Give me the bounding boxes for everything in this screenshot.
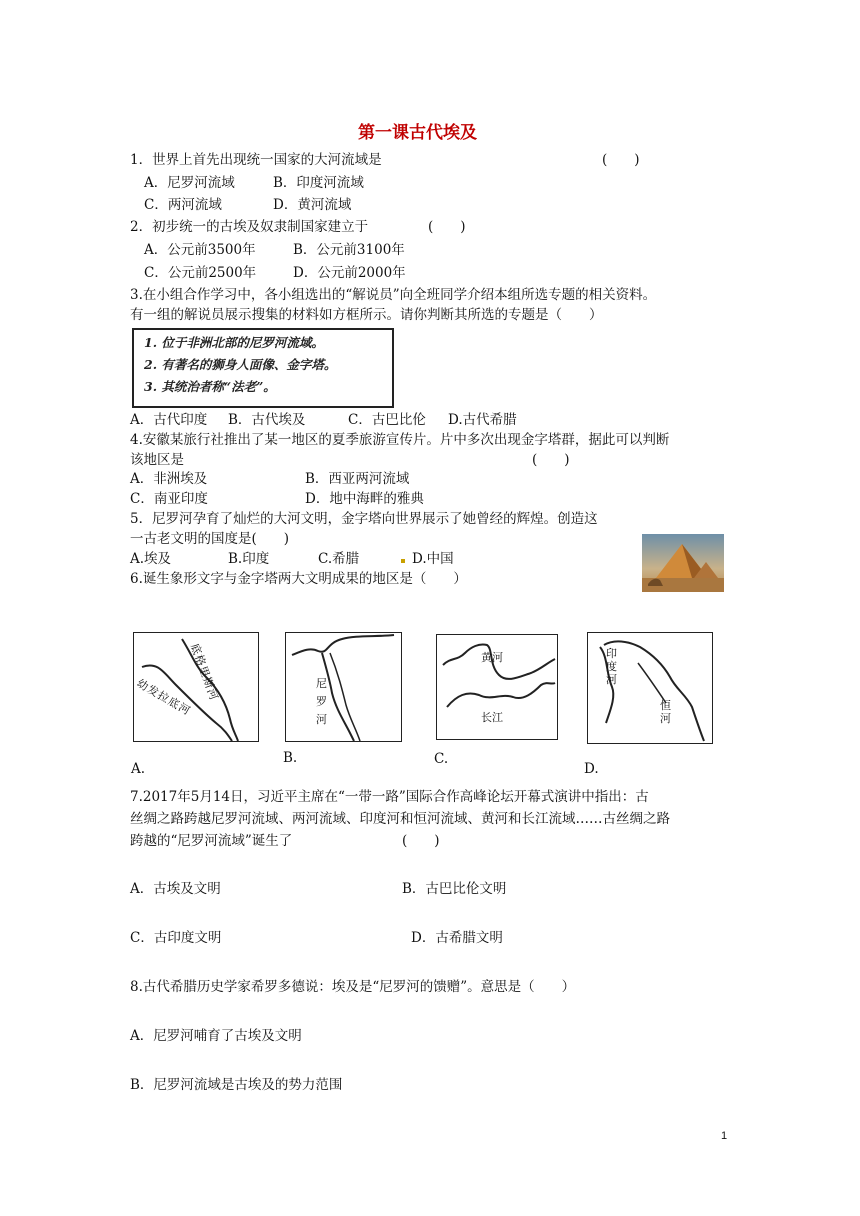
q6-stem: 6.诞生象形文字与金字塔两大文明成果的地区是（ ） — [130, 571, 467, 587]
q4-line-2: 该地区是 — [130, 452, 184, 468]
q2-option-c: C．公元前2500年 — [144, 265, 257, 281]
q1-option-d: D．黄河流域 — [273, 197, 352, 213]
q3-box-line-1: 1. 位于非洲北部的尼罗河流域。 — [144, 335, 324, 350]
q8-option-b: B．尼罗河流域是古埃及的势力范围 — [130, 1077, 343, 1093]
q3-material-box — [132, 328, 394, 408]
map-a-mesopotamia — [133, 632, 259, 742]
q4-option-a: A．非洲埃及 — [130, 471, 208, 487]
q2-stem: 2．初步统一的古埃及奴隶制国家建立于 — [130, 219, 369, 235]
q1-stem: 1．世界上首先出现统一国家的大河流域是 — [130, 152, 382, 168]
q4-option-d: D．地中海畔的雅典 — [305, 491, 424, 507]
q8-option-a: A．尼罗河哺育了古埃及文明 — [130, 1028, 302, 1044]
map-a-label-tigris: 底格里斯河 — [187, 641, 221, 703]
q5-option-d: D.中国 — [412, 551, 454, 567]
q4-line-1: 4.安徽某旅行社推出了某一地区的夏季旅游宣传片。片中多次出现金字塔群，据此可以判断 — [130, 432, 670, 448]
map-c-china — [436, 634, 558, 740]
map-d-label-indus: 印度河 — [606, 647, 617, 686]
q7-option-c: C．古印度文明 — [130, 930, 222, 946]
q2-paren: ( ) — [428, 219, 466, 235]
q3-box-line-2: 2. 有著名的狮身人面像、金字塔。 — [144, 357, 337, 372]
q5-option-a: A.埃及 — [130, 551, 172, 567]
map-d-india — [587, 632, 713, 744]
map-d-option-label: D. — [584, 761, 599, 777]
q5-option-b: B.印度 — [228, 551, 270, 567]
q5-option-c: C.希腊 — [318, 551, 360, 567]
q3-option-d: D.古代希腊 — [448, 412, 517, 428]
q1-paren: ( ) — [602, 152, 640, 168]
map-d-label-ganges: 恒河 — [660, 699, 671, 725]
page-number: 1 — [721, 1130, 728, 1142]
map-c-label-yangtze: 长江 — [481, 711, 503, 724]
q7-line-2: 丝绸之路跨越尼罗河流域、两河流域、印度河和恒河流域、黄河和长江流域……古丝绸之路 — [130, 811, 670, 827]
map-a-label-euphrates: 幼发拉底河 — [134, 676, 193, 718]
map-a-option-label: A. — [131, 761, 146, 777]
highlight-dot — [401, 559, 405, 563]
q3-option-a: A．古代印度 — [130, 412, 208, 428]
map-b-label-1: 尼 — [316, 677, 327, 690]
q8-stem: 8.古代希腊历史学家希罗多德说：埃及是“尼罗河的馈赠”。意思是（ ） — [130, 979, 576, 995]
q3-box-line-3: 3. 其统治者称“法老”。 — [144, 379, 276, 394]
q4-paren: ( ) — [532, 452, 570, 468]
q4-option-c: C．南亚印度 — [130, 491, 208, 507]
map-b-label-2: 罗 — [316, 695, 327, 708]
q7-option-a: A．古埃及文明 — [130, 881, 221, 897]
q1-option-c: C．两河流域 — [144, 197, 222, 213]
map-c-option-label: C. — [434, 751, 449, 767]
q4-option-b: B．西亚两河流域 — [305, 471, 410, 487]
q7-line-1: 7.2017年5月14日，习近平主席在“一带一路”国际合作高峰论坛开幕式演讲中指出：古 — [130, 789, 649, 805]
q1-option-b: B．印度河流域 — [273, 175, 364, 191]
q7-option-d: D．古希腊文明 — [411, 930, 503, 946]
q1-option-a: A．尼罗河流域 — [144, 175, 235, 191]
q7-line-3: 跨越的“尼罗河流域”诞生了 — [130, 833, 293, 849]
q5-line-2: 一古老文明的国度是( ) — [130, 531, 290, 547]
q7-paren: ( ) — [402, 833, 440, 849]
q3-option-c: C．古巴比伦 — [348, 412, 426, 428]
pyramid-photo — [642, 534, 724, 592]
q3-option-b: B．古代埃及 — [228, 412, 306, 428]
q2-option-b: B．公元前3100年 — [293, 242, 405, 258]
q2-option-d: D．公元前2000年 — [293, 265, 406, 281]
q5-line-1: 5．尼罗河孕育了灿烂的大河文明，金字塔向世界展示了她曾经的辉煌。创造这 — [130, 511, 598, 527]
page-title: 第一课古代埃及 — [358, 123, 477, 143]
map-b-option-label: B. — [283, 750, 298, 766]
map-b-nile — [285, 632, 402, 742]
q2-option-a: A．公元前3500年 — [144, 242, 256, 258]
q3-line-2: 有一组的解说员展示搜集的材料如方框所示。请你判断其所选的专题是（ ） — [130, 307, 603, 323]
q7-option-b: B．古巴比伦文明 — [402, 881, 507, 897]
q3-line-1: 3.在小组合作学习中，各小组选出的“解说员”向全班同学介绍本组所选专题的相关资料。 — [130, 287, 657, 303]
map-c-label-yellow-river: 黄河 — [481, 651, 503, 664]
map-b-label-3: 河 — [316, 713, 327, 726]
